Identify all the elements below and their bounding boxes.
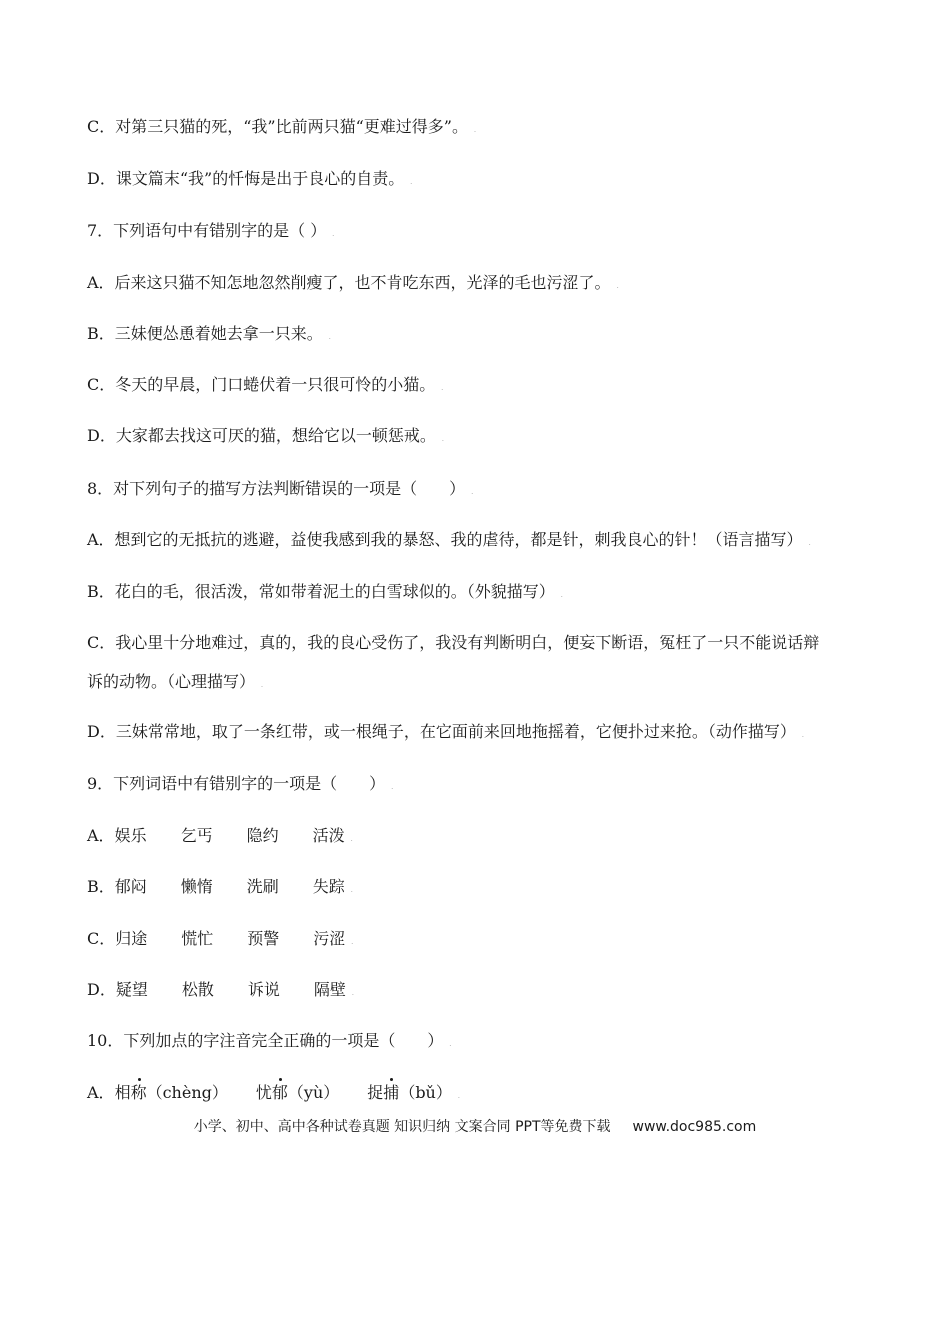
question-10: 10．下列加点的字注音完全正确的一项是（ ） ﹒ — [87, 1031, 456, 1050]
paragraph-mark: ﹒ — [612, 280, 623, 291]
paragraph-mark: ﹒ — [324, 331, 335, 342]
option-a-q10: A．相称（chèng） 忧郁（yù） 捉捕（bǔ） ﹒ — [87, 1083, 464, 1102]
paragraph-mark: ﹒ — [257, 679, 268, 690]
option-c-q8: C．我心里十分地难过，真的，我的良心受伤了，我没有判断明白，便妄下断语，冤枉了一只不能说话辩 — [87, 633, 820, 652]
paragraph-mark: ﹒ — [346, 833, 357, 844]
option-c-q9: C．归途 慌忙 预警 污涩 ﹒ — [87, 929, 358, 948]
dotted-char: 郁 — [271, 1083, 288, 1102]
paragraph-mark: ﹒ — [453, 1090, 464, 1101]
option-d-q9: D．疑望 松散 诉说 隔壁 ﹒ — [87, 980, 358, 999]
paragraph-mark: ﹒ — [469, 124, 480, 135]
footer-website: www.doc985.com — [632, 1119, 757, 1135]
option-a-q9: A．娱乐 乞丐 隐约 活泼 ﹒ — [87, 826, 357, 845]
paragraph-mark: ﹒ — [346, 884, 357, 895]
option-b-q8: B．花白的毛，很活泼，常如带着泥土的白雪球似的。（外貌描写） ﹒ — [87, 582, 567, 601]
option-a-q8: A．想到它的无抵抗的逃避，益使我感到我的暴怒、我的虐待，都是针，刺我良心的针！（语言描写） ﹒ — [87, 530, 815, 549]
option-a-q7: A．后来这只猫不知怎地忽然削瘦了，也不肯吃东西，光泽的毛也污涩了。 ﹒ — [87, 273, 623, 292]
paragraph-mark: ﹒ — [467, 486, 478, 497]
paragraph-mark: ﹒ — [804, 537, 815, 548]
paragraph-mark: ﹒ — [797, 729, 808, 740]
option-d-q7: D．大家都去找这可厌的猫，想给它以一顿惩戒。 ﹒ — [87, 426, 448, 445]
option-d-q8: D．三妹常常地，取了一条红带，或一根绳子，在它面前来回地拖摇着，它便扑过来抢。（动作描写） ﹒ — [87, 722, 808, 741]
paragraph-mark: ﹒ — [556, 589, 567, 600]
option-c-q7: C．冬天的早晨，门口蜷伏着一只很可怜的小猫。 ﹒ — [87, 375, 448, 394]
question-9: 9．下列词语中有错别字的一项是（ ） ﹒ — [87, 774, 398, 793]
paragraph-mark: ﹒ — [445, 1038, 456, 1049]
paragraph-mark: ﹒ — [347, 936, 358, 947]
footer-text: 小学、初中、高中各种试卷真题 知识归纳 文案合同 PPT等免费下载 — [193, 1119, 611, 1135]
dotted-char: 捕 — [383, 1083, 400, 1102]
page-footer — [0, 1116, 950, 1136]
paragraph-mark: ﹒ — [328, 228, 339, 239]
paragraph-mark: ﹒ — [437, 382, 448, 393]
option-b-q7: B．三妹便怂恿着她去拿一只来。 ﹒ — [87, 324, 335, 343]
dotted-char: 称 — [130, 1083, 147, 1102]
option-c-q6: C．对第三只猫的死，“我”比前两只猫“更难过得多”。 ﹒ — [87, 117, 480, 136]
paragraph-mark: ﹒ — [406, 176, 417, 187]
question-7: 7．下列语句中有错别字的是（ ） ﹒ — [87, 221, 339, 240]
paragraph-mark: ﹒ — [387, 781, 398, 792]
option-c-q8-continued: 诉的动物。（心理描写） ﹒ — [87, 672, 268, 691]
question-8: 8．对下列句子的描写方法判断错误的一项是（ ） ﹒ — [87, 479, 478, 498]
option-d-q6: D．课文篇末“我”的忏悔是出于良心的自责。 ﹒ — [87, 169, 417, 188]
paragraph-mark: ﹒ — [437, 433, 448, 444]
paragraph-mark: ﹒ — [347, 987, 358, 998]
option-b-q9: B．郁闷 懒惰 洗刷 失踪 ﹒ — [87, 877, 357, 896]
